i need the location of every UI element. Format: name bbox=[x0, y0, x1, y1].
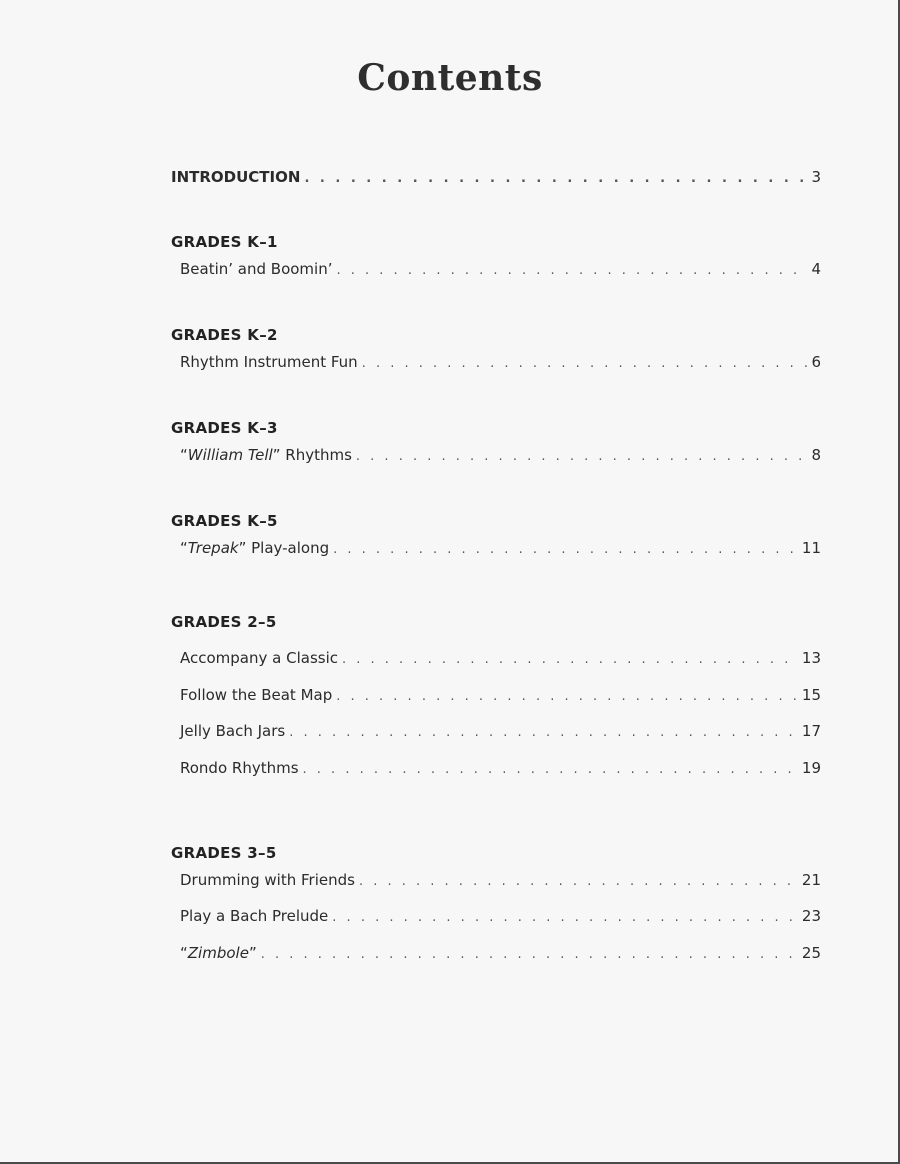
toc-entry-label: INTRODUCTION bbox=[171, 168, 301, 186]
toc-entry-page: 17 bbox=[801, 722, 821, 740]
toc-entry bbox=[180, 871, 821, 893]
dot-leader bbox=[336, 689, 798, 704]
open-quote: “ bbox=[180, 944, 188, 962]
toc-entry-page: 3 bbox=[811, 168, 821, 186]
toc-entry-label bbox=[180, 446, 352, 464]
toc-entry bbox=[180, 759, 821, 781]
dot-leader bbox=[332, 910, 798, 925]
open-quote: “ bbox=[180, 446, 188, 464]
dot-leader bbox=[261, 947, 798, 962]
italic-title: Trepak bbox=[187, 539, 239, 557]
toc-entry-label bbox=[180, 944, 257, 962]
toc-entry bbox=[180, 722, 821, 744]
toc-entry-page: 4 bbox=[811, 260, 821, 278]
toc-entry bbox=[180, 907, 821, 929]
label-rest: ” bbox=[248, 944, 257, 962]
label-rest: ” Play-along bbox=[238, 539, 330, 557]
italic-title: Zimbole bbox=[187, 944, 249, 962]
page-title: Contents bbox=[357, 57, 543, 99]
section-heading-k3: GRADES K–3 bbox=[171, 419, 278, 437]
dot-leader bbox=[359, 874, 798, 889]
label-rest: ” Rhythms bbox=[272, 446, 352, 464]
toc-entry bbox=[180, 260, 821, 282]
toc-entry bbox=[180, 539, 821, 561]
section-heading-k1: GRADES K–1 bbox=[171, 233, 278, 251]
italic-title: William Tell bbox=[187, 446, 273, 464]
toc-entry bbox=[180, 353, 821, 375]
dot-leader bbox=[337, 263, 808, 278]
toc-entry-page: 8 bbox=[811, 446, 821, 464]
toc-entry-label: Beatin’ and Boomin’ bbox=[180, 260, 333, 278]
toc-entry-page: 15 bbox=[801, 686, 821, 704]
section-heading-k2: GRADES K–2 bbox=[171, 326, 278, 344]
dot-leader bbox=[362, 356, 808, 371]
toc-entry-page: 21 bbox=[801, 871, 821, 889]
dot-leader bbox=[303, 762, 798, 777]
dot-leader bbox=[289, 725, 798, 740]
toc-entry-page: 6 bbox=[811, 353, 821, 371]
toc-entry-label: Jelly Bach Jars bbox=[180, 722, 286, 740]
toc-entry-page: 23 bbox=[801, 907, 821, 925]
toc-entry-label: Follow the Beat Map bbox=[180, 686, 333, 704]
toc-entry bbox=[180, 446, 821, 468]
section-heading-2-5: GRADES 2–5 bbox=[171, 613, 277, 631]
open-quote: “ bbox=[180, 539, 188, 557]
dot-leader bbox=[333, 542, 798, 557]
toc-entry-page: 25 bbox=[801, 944, 821, 962]
section-heading-k5: GRADES K–5 bbox=[171, 512, 278, 530]
toc-entry-label: Play a Bach Prelude bbox=[180, 907, 329, 925]
toc-entry-label: Accompany a Classic bbox=[180, 649, 338, 667]
dot-leader bbox=[342, 652, 798, 667]
toc-entry-label bbox=[180, 539, 329, 557]
toc-entry-label: Rhythm Instrument Fun bbox=[180, 353, 358, 371]
toc-entry-label: Rondo Rhythms bbox=[180, 759, 299, 777]
toc-entry bbox=[180, 649, 821, 671]
toc-entry-introduction bbox=[171, 168, 821, 190]
toc-entry-page: 13 bbox=[801, 649, 821, 667]
toc-entry bbox=[180, 944, 821, 966]
section-heading-3-5: GRADES 3–5 bbox=[171, 844, 277, 862]
dot-leader bbox=[356, 449, 808, 464]
toc-entry bbox=[180, 686, 821, 708]
toc-entry-page: 19 bbox=[801, 759, 821, 777]
toc-entry-page: 11 bbox=[801, 539, 821, 557]
toc-entry-label: Drumming with Friends bbox=[180, 871, 355, 889]
dot-leader bbox=[304, 171, 807, 186]
